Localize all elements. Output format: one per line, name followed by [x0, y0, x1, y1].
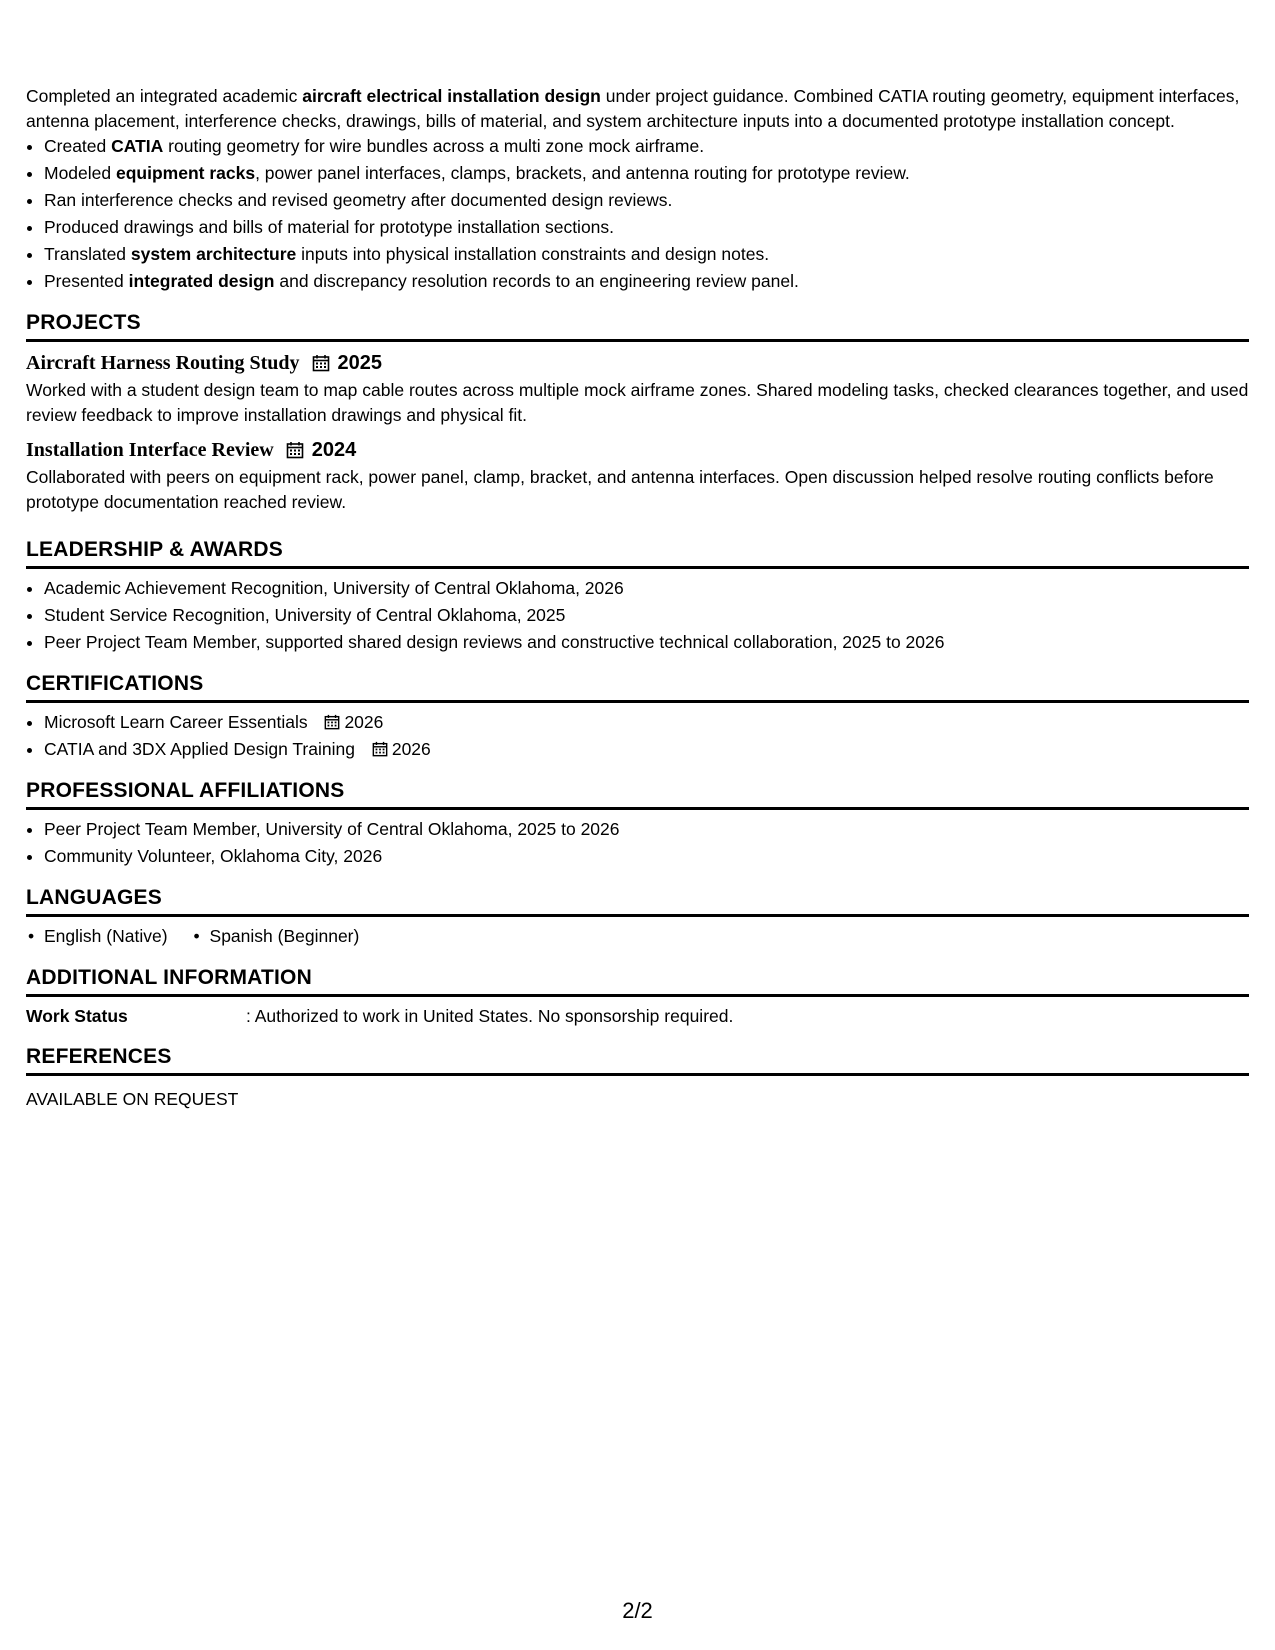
affiliations-heading: PROFESSIONAL AFFILIATIONS	[26, 779, 345, 802]
language-item: • Spanish (Beginner)	[192, 923, 360, 950]
leadership-item: • Academic Achievement Recognition, University of Central Oklahoma, 2026	[44, 575, 1249, 602]
certifications-heading: CERTIFICATIONS	[26, 672, 204, 695]
page-number: 2/2	[622, 1598, 653, 1623]
bullet-bold: equipment racks	[116, 163, 256, 183]
summary-bullet	[44, 160, 1249, 187]
summary-text-1: Completed an integrated academic	[26, 86, 303, 106]
calendar-icon	[324, 714, 340, 730]
leadership-item: • Peer Project Team Member, supported shared design reviews and constructive technical collaboration, 2025 to 2026	[44, 629, 1249, 656]
certification-name: CATIA and 3DX Applied Design Training	[44, 739, 355, 759]
certification-name: Microsoft Learn Career Essentials	[44, 712, 308, 732]
work-status-value: : Authorized to work in United States. No sponsorship required.	[246, 1006, 734, 1026]
summary-bullets	[26, 133, 1249, 295]
project-heading	[26, 435, 1249, 465]
summary-bullet	[44, 241, 1249, 268]
language-item: • English (Native)	[26, 923, 168, 950]
languages-heading: LANGUAGES	[26, 886, 162, 909]
project-year: 2025	[337, 352, 383, 374]
project-name: Installation Interface Review	[26, 439, 274, 461]
calendar-icon	[372, 741, 388, 757]
leadership-heading: LEADERSHIP & AWARDS	[26, 538, 283, 561]
calendar-icon	[286, 441, 304, 459]
bullet-bold: CATIA	[111, 136, 164, 156]
bullet-text: , power panel interfaces, clamps, brackets, and antenna routing for prototype review.	[255, 163, 910, 183]
affiliations-list	[26, 816, 1249, 870]
certification-year: 2026	[391, 739, 431, 759]
references-divider	[26, 1073, 1249, 1076]
languages-divider	[26, 914, 1249, 917]
bullet-bold: integrated design	[128, 271, 275, 291]
project-year: 2024	[311, 439, 357, 461]
additional-info-divider	[26, 994, 1249, 997]
bullet-text: Created	[44, 136, 112, 156]
bullet-text: Presented	[44, 271, 129, 291]
certifications-divider	[26, 700, 1249, 703]
summary-bullet	[44, 268, 1249, 295]
project-description: Collaborated with peers on equipment rack, power panel, clamp, bracket, and antenna interfaces. Open discussion helped resolve routing conflicts before prototype documentation reached review.	[26, 467, 1214, 512]
bullet-text: Produced drawings and bills of material for prototype installation sections.	[44, 217, 615, 237]
summary-bullet	[44, 133, 1249, 160]
additional-info-heading: ADDITIONAL INFORMATION	[26, 966, 312, 989]
summary-bold: aircraft electrical installation design	[302, 86, 601, 106]
bullet-text: routing geometry for wire bundles across a multi zone mock airframe.	[163, 136, 705, 156]
resume-page-2	[26, 84, 1249, 1112]
references-heading: REFERENCES	[26, 1045, 172, 1068]
bullet-text: Translated	[44, 244, 131, 264]
projects-divider	[26, 339, 1249, 342]
project-description: Worked with a student design team to map cable routes across multiple mock airframe zones. Shared modeling tasks, checked clearances together, and used review feedback to improve installation drawings and physical fit.	[26, 380, 1249, 425]
leadership-item: • Student Service Recognition, University of Central Oklahoma, 2025	[44, 602, 1249, 629]
bullet-text: Modeled	[44, 163, 116, 183]
affiliation-item: • Community Volunteer, Oklahoma City, 2026	[44, 843, 1249, 870]
certification-item	[44, 709, 1249, 736]
bullet-text: inputs into physical installation constraints and design notes.	[296, 244, 770, 264]
summary-paragraph	[26, 84, 1249, 133]
affiliations-divider	[26, 807, 1249, 810]
project-name: Aircraft Harness Routing Study	[26, 352, 300, 374]
summary-bullet	[44, 214, 1249, 241]
affiliation-item: • Peer Project Team Member, University of Central Oklahoma, 2025 to 2026	[44, 816, 1249, 843]
work-status-row	[26, 1003, 1249, 1029]
references-text: AVAILABLE ON REQUEST	[26, 1089, 239, 1109]
leadership-divider	[26, 566, 1249, 569]
leadership-list	[26, 575, 1249, 656]
bullet-bold: system architecture	[130, 244, 297, 264]
projects-heading: PROJECTS	[26, 311, 141, 334]
summary-bullet	[44, 187, 1249, 214]
calendar-icon	[312, 354, 330, 372]
certifications-list	[26, 709, 1249, 763]
languages-list	[26, 923, 1249, 950]
bullet-text: Ran interference checks and revised geometry after documented design reviews.	[44, 190, 673, 210]
summary-text-2: under project guidance. Combined CATIA routing geometry, equipment interfaces, antenna placement, interference checks, drawings, bills of material, and system architecture inputs into a documented prototype installation concept.	[26, 86, 1240, 131]
bullet-text: and discrepancy resolution records to an engineering review panel.	[274, 271, 799, 291]
certification-item	[44, 736, 1249, 763]
certification-year: 2026	[344, 712, 384, 732]
work-status-label: Work Status	[26, 1006, 128, 1026]
project-heading	[26, 348, 1249, 378]
